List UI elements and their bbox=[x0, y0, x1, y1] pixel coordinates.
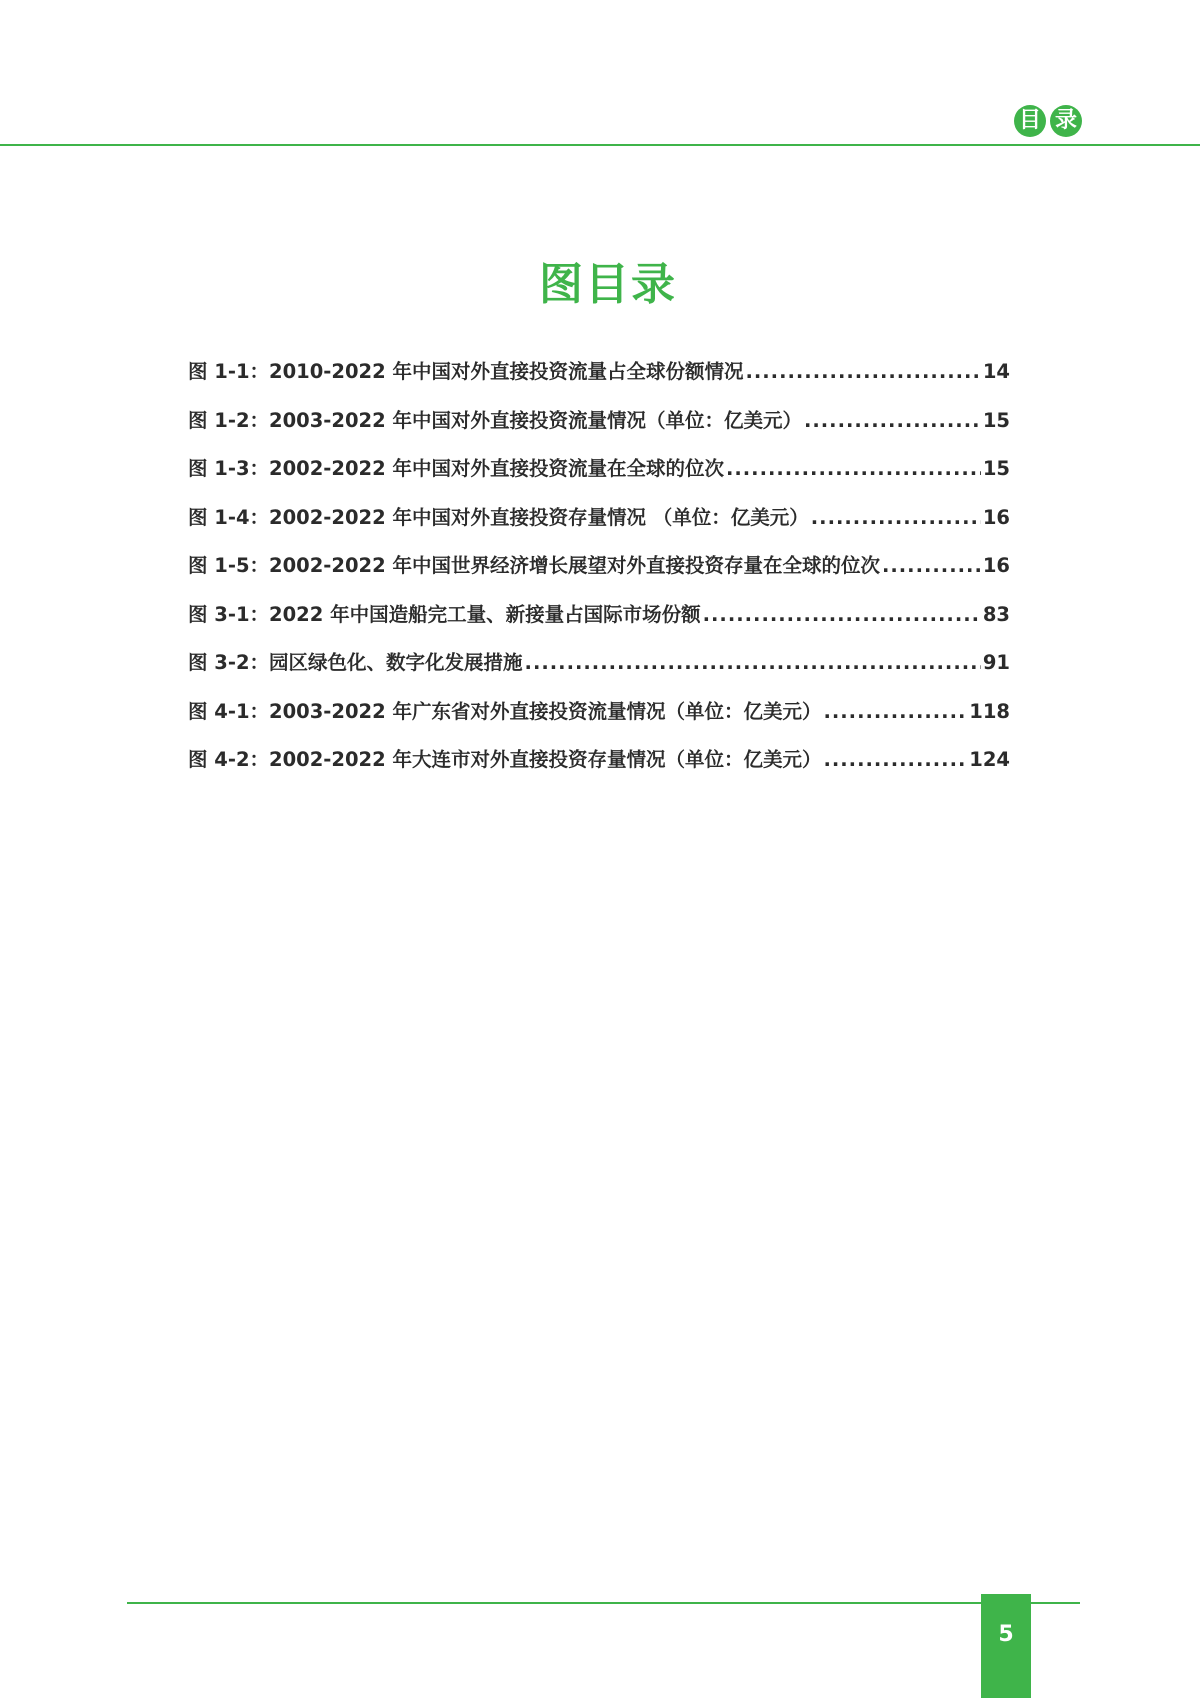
toc-leader-dots bbox=[525, 651, 981, 674]
toc-leader-dots bbox=[882, 554, 981, 577]
toc-entry[interactable] bbox=[188, 502, 1010, 551]
header-section-badge bbox=[1014, 105, 1082, 137]
toc-entry[interactable] bbox=[188, 356, 1010, 405]
toc-entry-page: 14 bbox=[982, 360, 1010, 383]
page-number: 5 bbox=[998, 1622, 1014, 1647]
toc-entry[interactable] bbox=[188, 696, 1010, 745]
toc-leader-dots bbox=[811, 506, 981, 529]
toc-entry-page: 124 bbox=[969, 748, 1010, 771]
toc-leader-dots bbox=[726, 457, 981, 480]
toc-entry-label: 图 1-1：2010-2022 年中国对外直接投资流量占全球份额情况 bbox=[188, 360, 744, 383]
toc-entry[interactable] bbox=[188, 453, 1010, 502]
header-divider bbox=[0, 144, 1200, 146]
toc-entry-label: 图 1-4：2002-2022 年中国对外直接投资存量情况 （单位：亿美元） bbox=[188, 505, 809, 529]
toc-entry-label: 图 3-2：园区绿色化、数字化发展措施 bbox=[188, 651, 523, 674]
toc-entry[interactable] bbox=[188, 647, 1010, 696]
toc-leader-dots bbox=[804, 409, 981, 432]
header-badge-lu: 录 bbox=[1050, 105, 1082, 137]
toc-entry-label: 图 1-2：2003-2022 年中国对外直接投资流量情况（单位：亿美元） bbox=[188, 408, 802, 432]
toc-entry-label: 图 4-2：2002-2022 年大连市对外直接投资存量情况（单位：亿美元） bbox=[188, 748, 822, 771]
toc-entry[interactable] bbox=[188, 744, 1010, 793]
figure-toc-list bbox=[188, 356, 1010, 793]
page-number-tab bbox=[981, 1594, 1031, 1698]
toc-entry[interactable] bbox=[188, 599, 1010, 648]
toc-entry-page: 15 bbox=[982, 408, 1010, 432]
toc-entry[interactable] bbox=[188, 405, 1010, 454]
toc-entry-page: 16 bbox=[982, 554, 1010, 577]
page-title: 图目录 bbox=[539, 259, 677, 310]
toc-entry-page: 91 bbox=[982, 651, 1010, 674]
toc-entry-label: 图 4-1：2003-2022 年广东省对外直接投资流量情况（单位：亿美元） bbox=[188, 699, 822, 723]
toc-entry[interactable] bbox=[188, 550, 1010, 599]
toc-leader-dots bbox=[745, 360, 980, 383]
toc-entry-page: 118 bbox=[969, 699, 1010, 723]
toc-entry-label: 图 1-3：2002-2022 年中国对外直接投资流量在全球的位次 bbox=[188, 457, 724, 480]
toc-leader-dots bbox=[823, 700, 967, 723]
toc-entry-page: 16 bbox=[982, 505, 1010, 529]
toc-entry-label: 图 1-5：2002-2022 年中国世界经济增长展望对外直接投资存量在全球的位次 bbox=[188, 554, 880, 577]
toc-entry-page: 15 bbox=[982, 457, 1010, 480]
header-badge-mu: 目 bbox=[1014, 105, 1046, 137]
toc-leader-dots bbox=[703, 603, 981, 626]
toc-entry-page: 83 bbox=[982, 602, 1010, 626]
toc-leader-dots bbox=[823, 748, 967, 771]
toc-entry-label: 图 3-1：2022 年中国造船完工量、新接量占国际市场份额 bbox=[188, 602, 701, 626]
footer-divider bbox=[127, 1602, 1080, 1604]
